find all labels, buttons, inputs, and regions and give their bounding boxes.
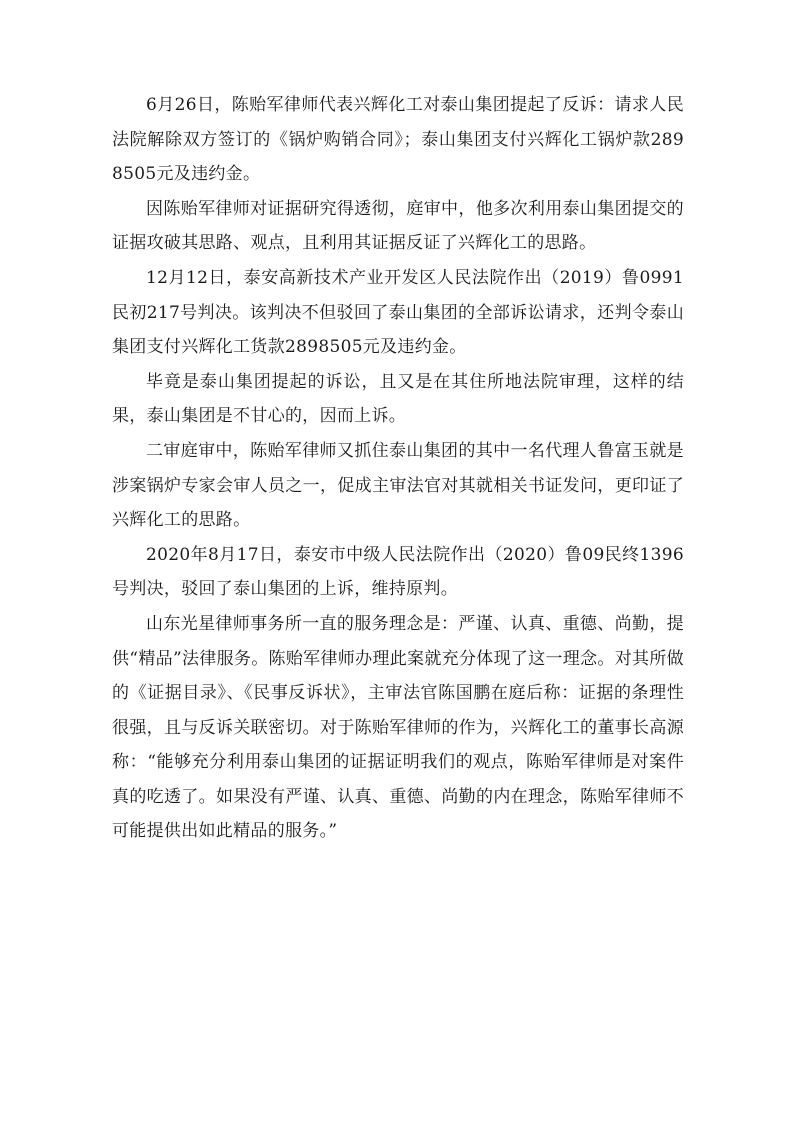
document-body (112, 88, 684, 849)
paragraph-service-philosophy: 山东光星律师事务所一直的服务理念是：严谨、认真、重德、尚勤，提供“精品”法律服务。陈贻军律师办理此案就充分体现了这一理念。对其所做的《证据目录》、《民事反诉状》，主审法官陈国鹏在庭后称：证据的条理性很强，且与反诉关联密切。对于陈贻军律师的作为，兴辉化工的董事长高源称：“能够充分利用泰山集团的证据证明我们的观点，陈贻军律师是对案件真的吃透了。如果没有严谨、认真、重德、尚勤的内在理念，陈贻军律师不可能提供出如此精品的服务。” (112, 613, 684, 842)
paragraph-counterclaim: 6月26日，陈贻军律师代表兴辉化工对泰山集团提起了反诉：请求人民法院解除双方签订的《锅炉购销合同》；泰山集团支付兴辉化工锅炉款2898505元及违约金。 (112, 95, 684, 185)
paragraph-appeal: 毕竟是泰山集团提起的诉讼，且又是在其住所地法院审理，这样的结果，泰山集团是不甘心的，因而上诉。 (112, 371, 684, 427)
paragraph-evidence-analysis: 因陈贻军律师对证据研究得透彻，庭审中，他多次利用泰山集团提交的证据攻破其思路、观点，且利用其证据反证了兴辉化工的思路。 (112, 198, 684, 254)
paragraph-final-judgment: 2020年8月17日，泰安市中级人民法院作出（2020）鲁09民终1396号判决，驳回了泰山集团的上诉，维持原判。 (112, 544, 684, 600)
paragraph-second-trial: 二审庭审中，陈贻军律师又抓住泰山集团的其中一名代理人鲁富玉就是涉案锅炉专家会审人员之一，促成主审法官对其就相关书证发问，更印证了兴辉化工的思路。 (112, 440, 684, 531)
paragraph-first-judgment: 12月12日，泰安高新技术产业开发区人民法院作出（2019）鲁0991民初217号判决。该判决不但驳回了泰山集团的全部诉讼请求，还判令泰山集团支付兴辉化工货款2898505元及违约金。 (112, 267, 684, 358)
